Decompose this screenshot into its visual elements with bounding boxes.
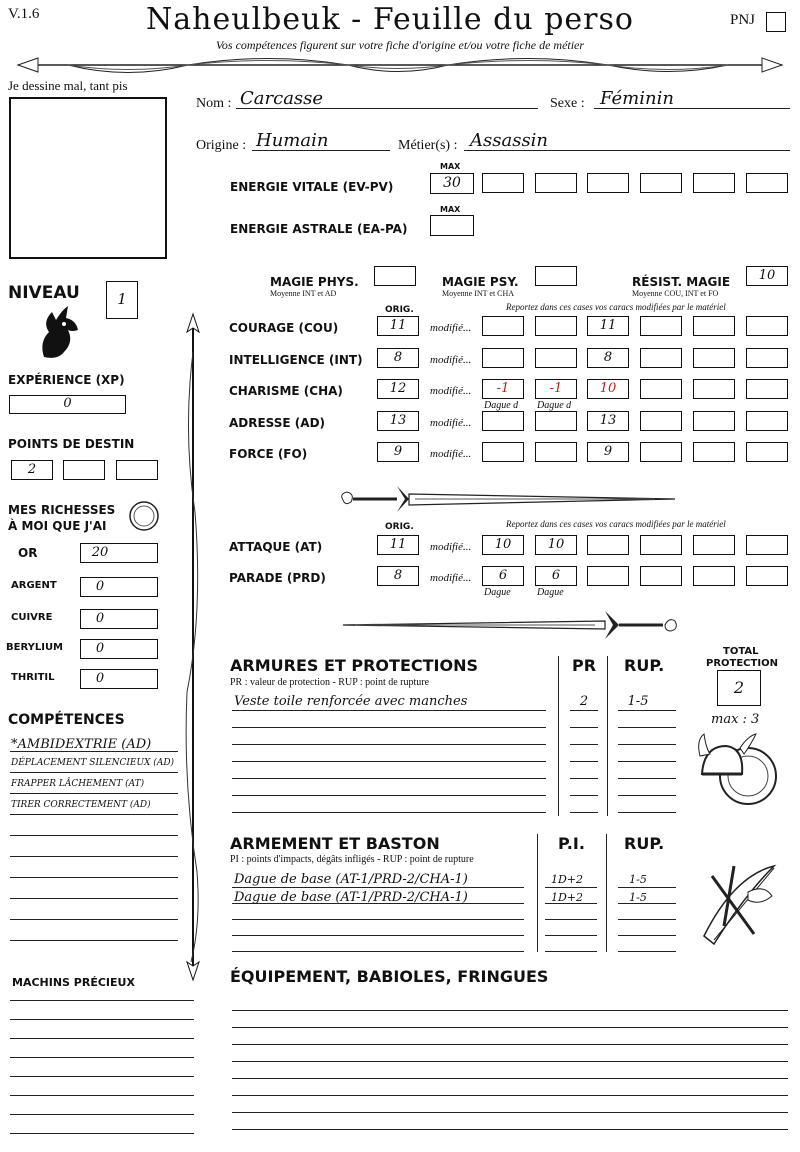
carac-mod-box[interactable] — [693, 348, 735, 368]
arme-name[interactable]: Dague de base (AT-1/PRD-2/CHA-1) — [234, 872, 468, 887]
competence-item[interactable]: DÉPLACEMENT SILENCIEUX (AD) — [11, 758, 175, 768]
armure-pr-line — [570, 761, 598, 762]
destin-label: POINTS DE DESTIN — [8, 437, 135, 451]
metier-label: Métier(s) : — [398, 138, 458, 153]
equipement-line — [232, 1027, 788, 1028]
metier-line — [464, 150, 790, 151]
pnj-label: PNJ — [730, 12, 756, 28]
combat-mod-note: Dague — [484, 587, 511, 598]
arme-rup[interactable]: 1-5 — [629, 891, 647, 904]
ev-extra-box[interactable] — [587, 173, 629, 193]
armure-pr[interactable]: 2 — [579, 694, 589, 709]
currency-label: ARGENT — [11, 580, 57, 591]
resist-magie-value: 10 — [758, 268, 776, 283]
armure-line — [232, 795, 546, 796]
machins-line — [10, 1038, 194, 1039]
combat-note: Reportez dans ces cases vos caracs modifiées par le matériel — [506, 519, 726, 529]
arme-line — [232, 935, 524, 936]
carac-mod-box[interactable] — [746, 411, 788, 431]
carac-mod-box[interactable] — [640, 442, 682, 462]
destin-value: 2 — [27, 462, 37, 477]
carac-orig-value: 9 — [393, 444, 403, 459]
armures-col-rup: RUP. — [624, 656, 665, 675]
resist-magie-label: RÉSIST. MAGIE — [632, 275, 731, 289]
competence-line — [10, 814, 178, 815]
carac-mod-box[interactable] — [535, 348, 577, 368]
combat-mod-value: 10 — [547, 537, 565, 552]
ev-extra-box[interactable] — [746, 173, 788, 193]
machins-line — [10, 1133, 194, 1134]
machins-line — [10, 1000, 194, 1001]
combat-label: PARADE (PRD) — [229, 571, 326, 585]
combat-mod-box[interactable] — [640, 535, 682, 555]
armure-pr-line — [570, 812, 598, 813]
competence-line — [10, 940, 178, 941]
spear-divider — [181, 312, 205, 982]
carac-mod-box[interactable] — [693, 316, 735, 336]
arme-pi-line — [545, 951, 597, 952]
equipement-line — [232, 1061, 788, 1062]
combat-mod-box[interactable] — [640, 566, 682, 586]
combat-mod-box[interactable] — [746, 535, 788, 555]
competence-item[interactable]: *AMBIDEXTRIE (AD) — [11, 737, 152, 752]
carac-mod-box[interactable] — [640, 348, 682, 368]
equipement-line — [232, 1095, 788, 1096]
arme-pi-line — [545, 935, 597, 936]
machins-line — [10, 1019, 194, 1020]
armures-title: ARMURES ET PROTECTIONS — [230, 656, 478, 675]
arme-pi[interactable]: 1D+2 — [550, 873, 584, 886]
equipement-line — [232, 1010, 788, 1011]
sexe-line — [594, 108, 790, 109]
richesses-label-2: À MOI QUE J'AI — [8, 519, 107, 533]
carac-modifie-label: modifié... — [430, 448, 472, 460]
carac-mod-value: -1 — [496, 381, 510, 396]
magie-phys-box[interactable] — [374, 266, 416, 286]
total-protection-label-1: TOTAL — [723, 646, 759, 657]
carac-label: FORCE (FO) — [229, 447, 308, 461]
competence-line — [10, 919, 178, 920]
carac-mod-value: -1 — [549, 381, 563, 396]
currency-label: BERYLIUM — [6, 642, 64, 653]
armures-divider-1 — [558, 656, 559, 816]
carac-label: CHARISME (CHA) — [229, 384, 343, 398]
currency-value: 0 — [95, 611, 105, 626]
carac-label: ADRESSE (AD) — [229, 415, 326, 430]
armure-name[interactable]: Veste toile renforcée avec manches — [234, 694, 468, 709]
combat-mod-value: 6 — [498, 568, 508, 583]
armure-rup-line — [618, 727, 676, 728]
combat-orig-label: ORIG. — [385, 522, 414, 532]
total-protection-label-2: PROTECTION — [706, 658, 778, 669]
armure-rup-line — [618, 761, 676, 762]
carac-mod-note: Dague d — [484, 400, 519, 411]
combat-mod-box[interactable] — [693, 566, 735, 586]
arme-pi-line — [545, 887, 597, 888]
carac-label: COURAGE (COU) — [229, 321, 339, 335]
total-protection-value: 2 — [733, 678, 745, 697]
combat-orig-value: 8 — [393, 568, 403, 583]
niveau-value: 1 — [117, 290, 127, 308]
armement-title: ARMEMENT ET BASTON — [230, 834, 440, 853]
combat-modifie-label: modifié... — [430, 541, 472, 553]
competence-line — [10, 856, 178, 857]
combat-mod-value: 6 — [551, 568, 561, 583]
currency-value: 0 — [95, 641, 105, 656]
carac-mod-box[interactable] — [746, 379, 788, 399]
origine-value[interactable]: Humain — [256, 130, 329, 151]
ev-max-label: MAX — [440, 162, 461, 171]
armure-pr-line — [570, 795, 598, 796]
sheet-subtitle: Vos compétences figurent sur votre fiche d'origine et/ou votre fiche de métier — [215, 38, 585, 52]
competence-line — [10, 772, 178, 773]
armure-rup-line — [618, 778, 676, 779]
armement-legend: PI : points d'impacts, dégâts infligés - RUP : point de rupture — [230, 854, 474, 865]
pnj-checkbox[interactable] — [766, 12, 786, 32]
armure-rup-line — [618, 710, 676, 711]
armures-divider-2 — [607, 656, 608, 816]
armure-line — [232, 778, 546, 779]
coin-icon — [128, 500, 160, 532]
currency-value: 0 — [95, 579, 105, 594]
competence-line — [10, 835, 178, 836]
arme-line — [232, 887, 524, 888]
carac-mod-box[interactable] — [640, 411, 682, 431]
magie-psy-note: Moyenne INT et CHA — [442, 289, 515, 298]
carac-mod-box[interactable] — [535, 411, 577, 431]
experience-value: 0 — [63, 396, 72, 411]
competences-label: COMPÉTENCES — [8, 712, 125, 728]
carac-mod-box[interactable] — [693, 442, 735, 462]
carac-mod-note: Dague d — [537, 400, 572, 411]
destin-box-3[interactable] — [116, 460, 158, 480]
equipement-line — [232, 1078, 788, 1079]
carac-orig-value: 8 — [393, 349, 403, 365]
armement-col-pi: P.I. — [558, 834, 585, 853]
carac-mod-box[interactable] — [746, 316, 788, 336]
combat-modifie-label: modifié... — [430, 572, 472, 584]
version-label: V.1.6 — [8, 6, 40, 22]
carac-mod-value: 8 — [603, 349, 613, 365]
resist-magie-note: Moyenne COU, INT et FO — [632, 289, 719, 298]
carac-mod-box[interactable] — [482, 411, 524, 431]
ev-extra-box[interactable] — [535, 173, 577, 193]
carac-modifie-label: modifié... — [430, 416, 472, 429]
carac-label: INTELLIGENCE (INT) — [229, 352, 363, 367]
ev-extra-box[interactable] — [640, 173, 682, 193]
carac-mod-box[interactable] — [693, 379, 735, 399]
richesses-label-1: MES RICHESSES — [8, 503, 116, 517]
equipement-line — [232, 1044, 788, 1045]
nom-line — [236, 108, 538, 109]
origine-label: Origine : — [196, 138, 247, 153]
equipement-title: ÉQUIPEMENT, BABIOLES, FRINGUES — [230, 967, 549, 986]
currency-label: THRITIL — [11, 672, 55, 683]
machins-line — [10, 1095, 194, 1096]
carac-mod-box[interactable] — [482, 348, 524, 368]
magie-phys-note: Moyenne INT et AD — [270, 289, 337, 298]
portrait-caption: Je dessine mal, tant pis — [8, 78, 128, 93]
armure-line — [232, 727, 546, 728]
max-protection-note: max : 3 — [711, 712, 760, 727]
arme-rup-line — [618, 887, 676, 888]
ev-max-value: 30 — [443, 175, 461, 191]
arme-rup[interactable]: 1-5 — [629, 873, 647, 886]
competence-line — [10, 793, 178, 794]
competence-item[interactable]: TIRER CORRECTEMENT (AD) — [11, 800, 151, 810]
dragon-icon — [34, 302, 84, 362]
competence-item[interactable]: FRAPPER LÂCHEMENT (AT) — [11, 779, 145, 789]
armure-pr-line — [570, 710, 598, 711]
carac-mod-box[interactable] — [640, 316, 682, 336]
combat-label: ATTAQUE (AT) — [229, 540, 323, 554]
carac-mod-box[interactable] — [693, 411, 735, 431]
armures-col-pr: PR — [572, 656, 597, 675]
armement-divider-1 — [537, 834, 538, 952]
machins-line — [10, 1076, 194, 1077]
experience-label: EXPÉRIENCE (XP) — [8, 373, 125, 387]
carac-orig-value: 12 — [389, 381, 407, 396]
nom-value[interactable]: Carcasse — [240, 88, 324, 109]
arme-line — [232, 951, 524, 952]
armures-legend: PR : valeur de protection - RUP : point de rupture — [230, 677, 430, 688]
equipement-line — [232, 1112, 788, 1113]
caracs-orig-label: ORIG. — [385, 305, 414, 315]
armure-rup-line — [618, 795, 676, 796]
carac-modifie-label: modifié... — [430, 322, 472, 334]
decorative-spear-banner — [8, 52, 792, 78]
combat-mod-value: 10 — [494, 537, 512, 552]
arme-pi[interactable]: 1D+2 — [550, 891, 584, 904]
carac-orig-value: 11 — [389, 318, 407, 333]
carac-mod-box[interactable] — [482, 442, 524, 462]
carac-mod-box[interactable] — [746, 442, 788, 462]
currency-value: 0 — [95, 671, 105, 686]
currency-label: CUIVRE — [11, 612, 53, 623]
arme-line — [232, 919, 524, 920]
nom-label: Nom : — [196, 96, 232, 111]
armure-rup-line — [618, 744, 676, 745]
competence-line — [10, 877, 178, 878]
armure-line — [232, 710, 546, 711]
caracs-note: Reportez dans ces cases vos caracs modifiées par le matériel — [506, 302, 726, 312]
carac-modifie-label: modifié... — [430, 385, 472, 397]
arme-name[interactable]: Dague de base (AT-1/PRD-2/CHA-1) — [234, 890, 468, 905]
currency-value: 20 — [91, 545, 109, 560]
sexe-label: Sexe : — [550, 96, 585, 111]
origine-line — [252, 150, 390, 151]
carac-mod-value: 13 — [599, 412, 617, 428]
carac-mod-value: 11 — [599, 318, 617, 333]
armure-line — [232, 744, 546, 745]
destin-box-2[interactable] — [63, 460, 105, 480]
armure-line — [232, 812, 546, 813]
sword-divider-2 — [335, 605, 685, 645]
carac-modifie-label: modifié... — [430, 353, 472, 366]
carac-mod-value: 9 — [603, 444, 613, 459]
carac-orig-value: 13 — [389, 412, 407, 428]
competence-line — [10, 898, 178, 899]
arme-pi-line — [545, 919, 597, 920]
carac-mod-box[interactable] — [746, 348, 788, 368]
ev-label: ENERGIE VITALE (EV-PV) — [230, 180, 394, 194]
combat-mod-box[interactable] — [587, 535, 629, 555]
armure-pr-line — [570, 778, 598, 779]
armure-rup-line — [618, 812, 676, 813]
ev-extra-box[interactable] — [482, 173, 524, 193]
ea-max-label: MAX — [440, 205, 461, 214]
niveau-label: NIVEAU — [8, 283, 80, 303]
armure-rup[interactable]: 1-5 — [627, 694, 649, 709]
combat-mod-note: Dague — [537, 587, 564, 598]
combat-mod-box[interactable] — [587, 566, 629, 586]
magie-psy-label: MAGIE PSY. — [442, 275, 519, 289]
portrait-frame[interactable] — [9, 97, 167, 259]
machins-label: MACHINS PRÉCIEUX — [12, 976, 135, 989]
arme-rup-line — [618, 935, 676, 936]
armure-pr-line — [570, 744, 598, 745]
armure-pr-line — [570, 727, 598, 728]
armement-col-rup: RUP. — [624, 834, 665, 853]
arme-rup-line — [618, 919, 676, 920]
carac-mod-box[interactable] — [482, 316, 524, 336]
ea-label: ENERGIE ASTRALE (EA-PA) — [230, 222, 408, 236]
carac-mod-box[interactable] — [535, 316, 577, 336]
combat-mod-box[interactable] — [746, 566, 788, 586]
combat-mod-box[interactable] — [693, 535, 735, 555]
ea-max-box[interactable] — [430, 215, 474, 236]
sword-divider-1 — [335, 480, 685, 520]
helmet-shield-icon — [694, 726, 780, 812]
armure-line — [232, 761, 546, 762]
combat-orig-value: 11 — [389, 537, 407, 552]
equipement-line — [232, 1129, 788, 1130]
machins-line — [10, 1057, 194, 1058]
metier-value[interactable]: Assassin — [470, 130, 549, 151]
carac-mod-value: 10 — [599, 381, 617, 396]
weapons-icon — [694, 856, 784, 946]
machins-line — [10, 1114, 194, 1115]
sexe-value[interactable]: Féminin — [600, 88, 674, 109]
magie-psy-box[interactable] — [535, 266, 577, 286]
armement-divider-2 — [606, 834, 607, 952]
carac-mod-box[interactable] — [535, 442, 577, 462]
arme-rup-line — [618, 951, 676, 952]
magie-phys-label: MAGIE PHYS. — [270, 275, 359, 289]
ev-extra-box[interactable] — [693, 173, 735, 193]
sheet-title: Naheulbeuk - Feuille du perso — [146, 2, 634, 37]
carac-mod-box[interactable] — [640, 379, 682, 399]
currency-label: OR — [18, 546, 38, 560]
